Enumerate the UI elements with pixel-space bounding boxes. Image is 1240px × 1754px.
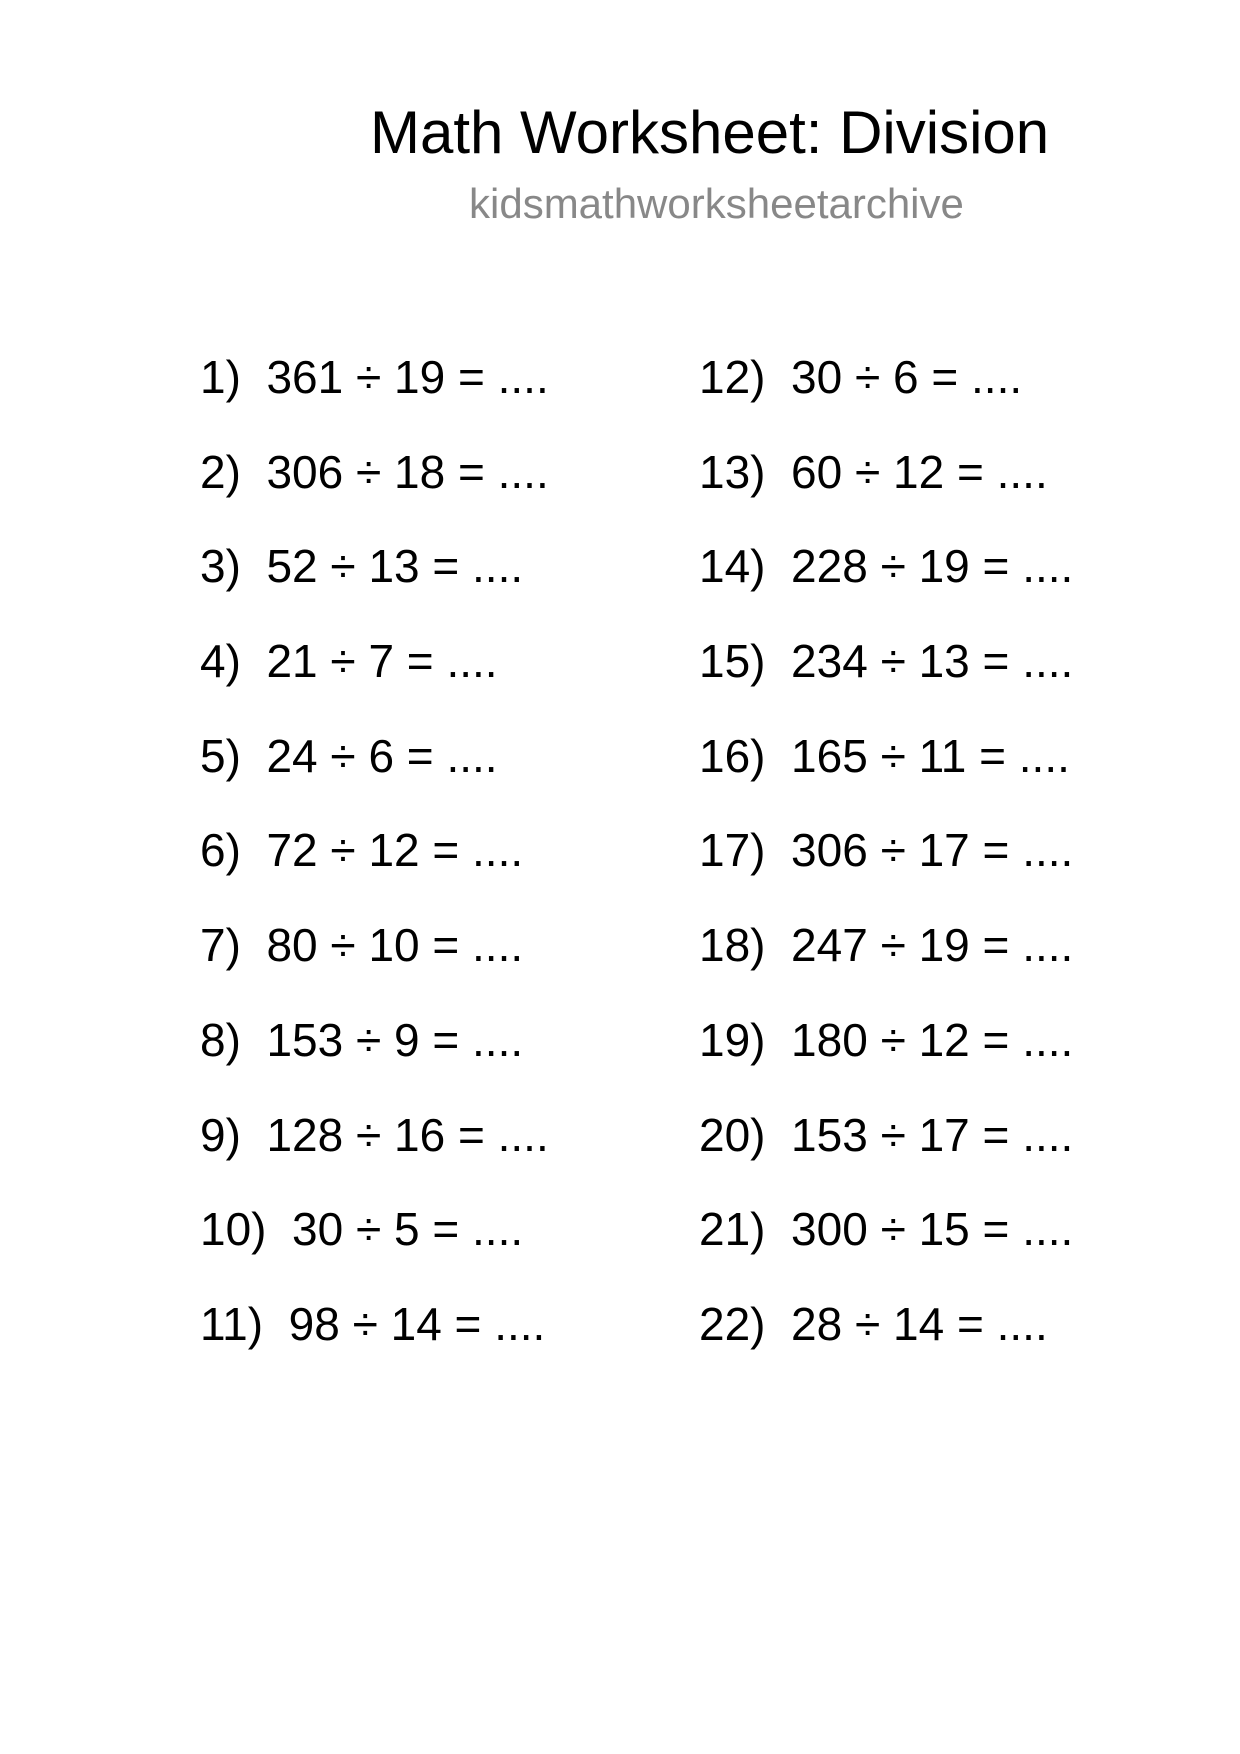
problem-expression: 30 ÷ 5 = .... xyxy=(292,1203,524,1256)
problem-item xyxy=(699,1108,1073,1203)
problem-item xyxy=(699,445,1073,540)
problem-number: 17) xyxy=(699,824,766,877)
problem-item xyxy=(200,634,549,729)
problem-expression: 165 ÷ 11 = .... xyxy=(791,729,1070,782)
problem-number: 1) xyxy=(200,351,241,403)
problem-expression: 180 ÷ 12 = .... xyxy=(791,1013,1074,1066)
problem-item xyxy=(200,350,549,445)
problem-number: 21) xyxy=(699,1203,766,1256)
problem-item xyxy=(200,729,549,824)
problem-expression: 247 ÷ 19 = .... xyxy=(791,919,1074,972)
problem-expression: 80 ÷ 10 = .... xyxy=(266,919,524,972)
problem-item xyxy=(699,823,1073,918)
problem-item xyxy=(699,1202,1073,1297)
problem-number: 6) xyxy=(200,824,241,877)
problem-expression: 21 ÷ 7 = .... xyxy=(266,635,498,688)
problem-number: 3) xyxy=(200,540,241,593)
problem-number: 4) xyxy=(200,635,241,688)
problem-item xyxy=(200,823,549,918)
problem-number: 13) xyxy=(699,445,766,498)
problem-number: 9) xyxy=(200,1108,241,1161)
problem-item xyxy=(699,1297,1073,1392)
problem-expression: 28 ÷ 14 = .... xyxy=(791,1297,1048,1350)
problem-number: 2) xyxy=(200,445,241,498)
problem-expression: 128 ÷ 16 = .... xyxy=(266,1108,549,1161)
problem-number: 11) xyxy=(200,1297,264,1350)
problem-item xyxy=(200,445,549,540)
problem-expression: 24 ÷ 6 = .... xyxy=(266,729,498,782)
problem-item xyxy=(699,350,1073,445)
worksheet-subtitle: kidsmathworksheetarchive xyxy=(469,180,964,227)
problems-left-column xyxy=(200,350,549,1392)
problem-expression: 300 ÷ 15 = .... xyxy=(791,1203,1074,1256)
problem-number: 12) xyxy=(699,351,766,403)
problem-number: 19) xyxy=(699,1013,766,1066)
problem-item xyxy=(699,1013,1073,1108)
problem-item xyxy=(699,729,1073,824)
worksheet-title: Math Worksheet: Division xyxy=(370,99,1050,166)
problem-item xyxy=(200,539,549,634)
problem-expression: 228 ÷ 19 = .... xyxy=(791,540,1074,593)
problem-expression: 306 ÷ 17 = .... xyxy=(791,824,1074,877)
problem-number: 20) xyxy=(699,1108,766,1161)
problem-item xyxy=(699,539,1073,634)
problem-expression: 153 ÷ 9 = .... xyxy=(266,1013,524,1066)
problem-item xyxy=(200,1013,549,1108)
problem-expression: 153 ÷ 17 = .... xyxy=(791,1108,1074,1161)
problem-number: 8) xyxy=(200,1013,241,1066)
problem-number: 18) xyxy=(699,919,766,972)
problem-expression: 72 ÷ 12 = .... xyxy=(266,824,524,877)
problem-number: 15) xyxy=(699,635,766,688)
problem-expression: 60 ÷ 12 = .... xyxy=(791,445,1048,498)
problem-expression: 52 ÷ 13 = .... xyxy=(266,540,524,593)
problem-expression: 30 ÷ 6 = .... xyxy=(791,351,1023,403)
problem-item xyxy=(699,634,1073,729)
problem-item xyxy=(200,1108,549,1203)
problem-number: 22) xyxy=(699,1297,766,1350)
problem-expression: 98 ÷ 14 = .... xyxy=(288,1297,546,1350)
problem-expression: 361 ÷ 19 = .... xyxy=(266,351,549,403)
problem-item xyxy=(699,918,1073,1013)
problem-number: 10) xyxy=(200,1203,267,1256)
problem-item xyxy=(200,1202,549,1297)
problem-number: 5) xyxy=(200,729,241,782)
problem-item xyxy=(200,918,549,1013)
problem-expression: 234 ÷ 13 = .... xyxy=(791,635,1074,688)
problem-number: 7) xyxy=(200,919,241,972)
problem-number: 14) xyxy=(699,540,766,593)
problem-item xyxy=(200,1297,549,1392)
problem-expression: 306 ÷ 18 = .... xyxy=(266,445,549,498)
problems-right-column xyxy=(699,350,1073,1392)
problem-number: 16) xyxy=(699,729,766,782)
